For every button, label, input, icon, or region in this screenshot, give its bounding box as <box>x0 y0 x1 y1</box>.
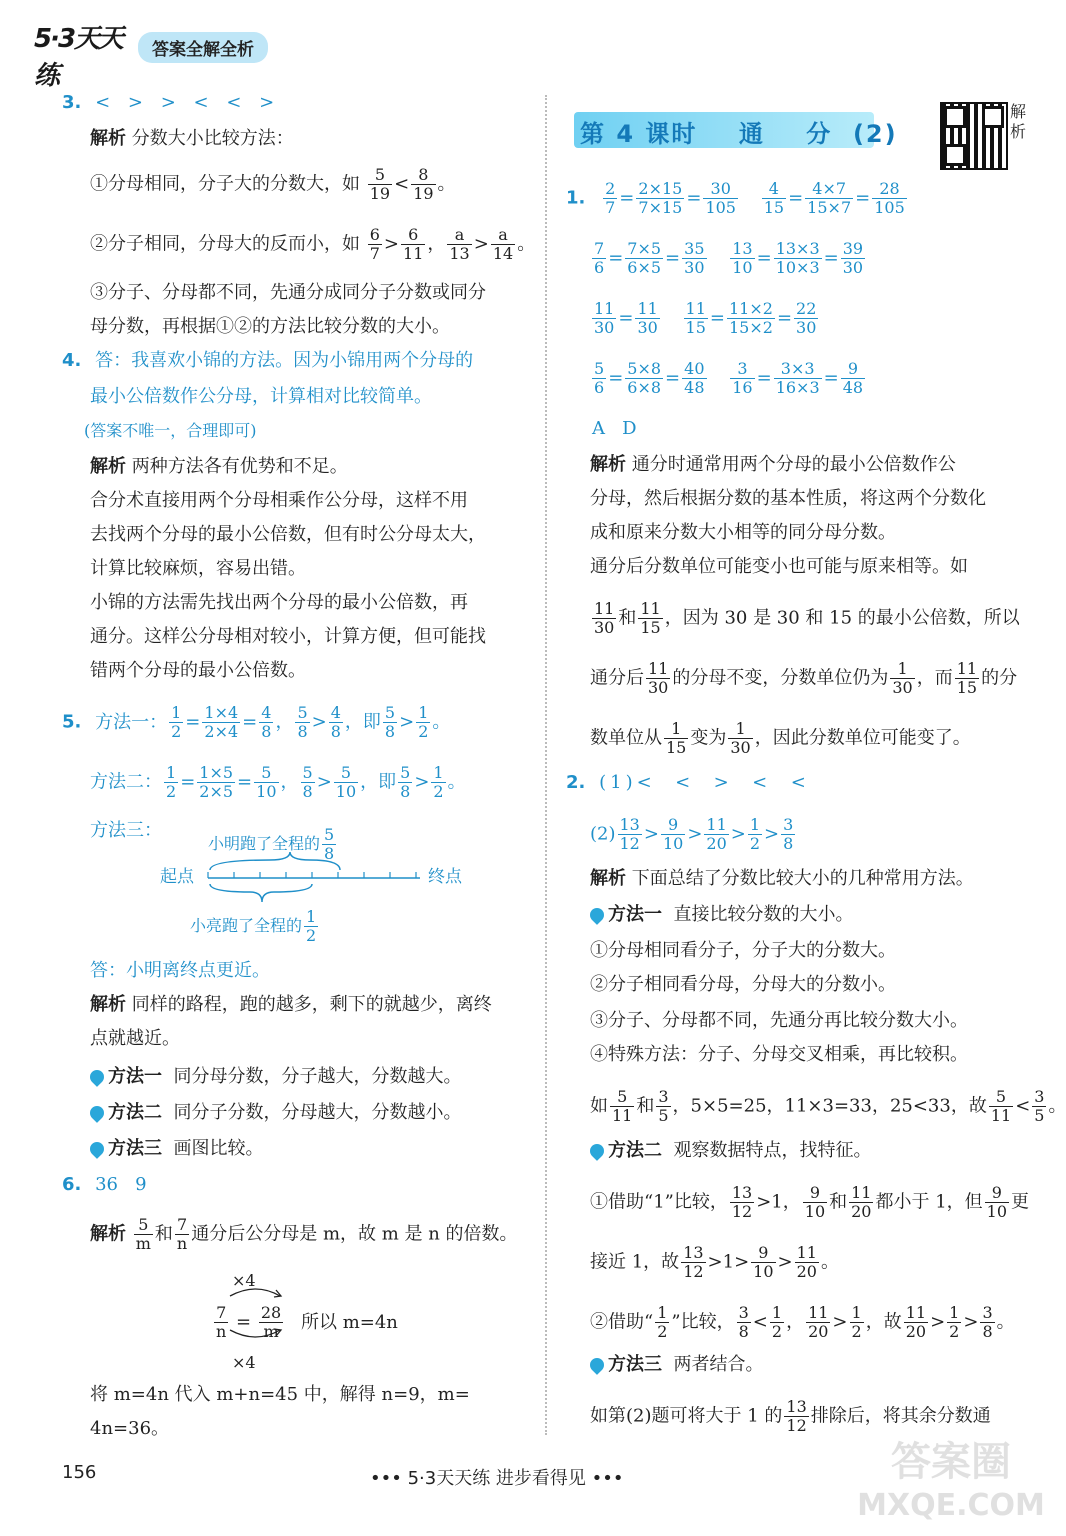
q2-m1c: ③分子、分母都不同，先通分再比较分数大小。 <box>590 1010 968 1031</box>
q2-method2: 方法二 观察数据特点，找特征。 <box>590 1136 871 1166</box>
q2-m1a: ①分母相同看分子，分子大的分数大。 <box>590 940 896 961</box>
page-header <box>34 18 294 91</box>
q3-rule3a: ③分子、分母都不同，先通分成同分子分数或同分 <box>90 282 486 303</box>
diagram-end: 终点 <box>428 867 462 887</box>
q4-answer: 4. 答：我喜欢小锦的方法。因为小锦用两个分母的 <box>62 350 474 371</box>
q5-method2: 方法二： $\frac{1}{2}$ = $\frac{1\times 5}{2\times 5}$ = $\frac{5}{10}$ ， $\frac{5}{8}$ > $\frac{5}{10}$ ，即 $\frac{5}{8}$ > $\frac{1}{2}$ 。 <box>90 763 466 801</box>
q4-text-6: 错两个分母的最小公倍数。 <box>90 660 306 681</box>
q5-analysis-2: 点就越近。 <box>90 1028 180 1049</box>
qr-side-label: 解析 <box>1010 102 1027 141</box>
q4-text-2: 去找两个分母的最小公倍数，但有时公分母太大， <box>90 524 486 545</box>
watermark-line1: 答案圈 <box>891 1439 1011 1485</box>
q5-analysis: 解析 同样的路程，跑的越多，剩下的就越少，离终 <box>90 994 492 1015</box>
q1-choice: A D <box>592 418 637 439</box>
footer-tagline: ••• 5·3天天练 进步看得见 ••• <box>370 1468 624 1489</box>
diagram-start: 起点 <box>160 867 194 887</box>
column-divider <box>545 95 547 1435</box>
q1-analysis: 解析 通分时通常用两个分母的最小公倍数作公 <box>590 454 956 475</box>
q4-answer-2: 最小公倍数作公分母，计算相对比较简单。 <box>90 386 432 407</box>
q1-row2: $\frac{7}{6}$ = $\frac{7\times 5}{6\times 5}$ = $\frac{35}{30}$ $\frac{13}{10}$ = $\frac{13\times 3}{10\times 3}$ = $\frac{39}{30}$ <box>594 239 864 277</box>
q2-m2c: ②借助“ $\frac{1}{2}$ ”比较， $\frac{3}{8}$ < $\frac{1}{2}$ ， $\frac{11}{20}$ > $\frac{1}{2}$ ，故 $\frac{11}{20}$ > $\frac{1}{2}$ > $\frac{3}{8}$ 。 <box>590 1303 1015 1341</box>
track-diagram <box>200 850 430 910</box>
q2-analysis: 解析 下面总结了分数比较大小的几种常用方法。 <box>590 868 974 889</box>
q3-rule3b: 母分数，再根据①②的方法比较分数的大小。 <box>90 316 450 337</box>
times4-top: ×4 <box>232 1271 256 1290</box>
q3-answer: 3. < > > < < > <box>62 92 281 113</box>
q1-row1: 1. $\frac{2}{7}$ = $\frac{2\times 15}{7\times 15}$ = $\frac{30}{105}$ $\frac{4}{15}$ = $\frac{4\times 7}{15\times 7}$ = $\frac{28}{105}$ <box>566 179 905 217</box>
q5-method1: 5. 方法一： $\frac{1}{2}$ = $\frac{1\times 4}{2\times 4}$ = $\frac{4}{8}$ ， $\frac{5}{8}$ > $\frac{4}{8}$ ，即 $\frac{5}{8}$ > $\frac{1}{2}$ 。 <box>62 703 451 741</box>
tip-icon <box>87 1103 107 1123</box>
q5-answer: 答：小明离终点更近。 <box>90 960 270 981</box>
diagram-top-label: 小明跑了全程的 $\frac{5}{8}$ <box>208 825 335 863</box>
q6-text-1: 将 m=4n 代入 m+n=45 中，解得 n=9，m= <box>90 1384 470 1405</box>
q2-method3: 方法三 两者结合。 <box>590 1350 763 1380</box>
q2-m2b: 接近 1，故 $\frac{13}{12}$ >1> $\frac{9}{10}$ > $\frac{11}{20}$ 。 <box>590 1243 839 1281</box>
q2-m1d: ④特殊方法：分子、分母交叉相乘，再比较积。 <box>590 1044 968 1065</box>
tip-icon <box>587 1141 607 1161</box>
tip-icon <box>587 1355 607 1375</box>
q2-m3a: 如第(2)题可将大于 1 的 $\frac{13}{12}$ 排除后，将其余分数通 <box>590 1397 991 1435</box>
q4-text-1: 合分术直接用两个分母相乘作公分母，这样不用 <box>90 490 468 511</box>
logo: 5·3天天练 <box>34 24 123 91</box>
q5-tip2: 方法二 同分子分数，分母越大，分数越小。 <box>90 1098 461 1128</box>
q1-text-4: $\frac{11}{30}$ 和 $\frac{11}{15}$ ，因为 30 是 30 和 15 的最小公倍数，所以 <box>594 599 1020 637</box>
q6-analysis: 解析 $\frac{5}{m}$ 和 $\frac{7}{n}$ 通分后公分母是 m，故 m 是 n 的倍数。 <box>90 1215 518 1253</box>
q2-m1b: ②分子相同看分母，分母大的分数小。 <box>590 974 896 995</box>
q2-m1e: 如 $\frac{5}{11}$ 和 $\frac{3}{5}$ ，5×5=25，11×3=33，25<33，故 $\frac{5}{11}$ < $\frac{3}{5}$ 。 <box>590 1087 1066 1125</box>
q6-answer: 6. 36 9 <box>62 1174 147 1195</box>
q1-text-3: 通分后分数单位可能变小也可能与原来相等。如 <box>590 556 968 577</box>
q4-text-4: 小锦的方法需先找出两个分母的最小公倍数，再 <box>90 592 468 613</box>
q4-note: (答案不唯一，合理即可) <box>84 421 257 440</box>
q1-text-5: 通分后 $\frac{11}{30}$ 的分母不变，分数单位仍为 $\frac{1}{30}$ ，而 $\frac{11}{15}$ 的分 <box>590 659 1018 697</box>
q1-text-2: 成和原来分数大小相等的同分母分数。 <box>590 522 896 543</box>
q2-answer-1: 2. (1)< < > < < <box>566 772 810 793</box>
watermark <box>851 1440 1051 1530</box>
q2-answer-2: (2) $\frac{13}{12}$ > $\frac{9}{10}$ > $\frac{11}{20}$ > $\frac{1}{2}$ > $\frac{3}{8}$ <box>590 815 794 853</box>
watermark-line2: MXQE.COM <box>857 1488 1045 1523</box>
tip-icon <box>87 1139 107 1159</box>
q2-method1: 方法一 直接比较分数的大小。 <box>590 900 853 930</box>
q5-tip3: 方法三 画图比较。 <box>90 1134 263 1164</box>
q3-rule1: ①分母相同，分子大的分数大，如 $\frac{5}{19}$ < $\frac{8}{19}$ 。 <box>90 165 456 203</box>
times4-bottom: ×4 <box>232 1353 256 1372</box>
q1-text-1: 分母，然后根据分数的基本性质，将这两个分数化 <box>590 488 986 509</box>
q1-row3: $\frac{11}{30}$ = $\frac{11}{30}$ $\frac{11}{15}$ = $\frac{11\times 2}{15\times 2}$ = $\frac{22}{30}$ <box>594 299 817 337</box>
q2-m2a: ①借助“1”比较， $\frac{13}{12}$ >1， $\frac{9}{10}$ 和 $\frac{11}{20}$ 都小于 1，但 $\frac{9}{10}$ 更 <box>590 1183 1030 1221</box>
tip-icon <box>587 905 607 925</box>
q5-tip1: 方法一 同分母分数，分子越大，分数越大。 <box>90 1062 461 1092</box>
q6-text-2: 4n=36。 <box>90 1418 170 1439</box>
header-pill: 答案全解全析 <box>138 32 268 63</box>
q1-row4: $\frac{5}{6}$ = $\frac{5\times 8}{6\times 8}$ = $\frac{40}{48}$ $\frac{3}{16}$ = $\frac{3\times 3}{16\times 3}$ = $\frac{9}{48}$ <box>594 359 864 397</box>
q4-text-3: 计算比较麻烦，容易出错。 <box>90 558 306 579</box>
q1-text-6: 数单位从 $\frac{1}{15}$ 变为 $\frac{1}{30}$ ，因此分数单位可能变了。 <box>590 719 971 757</box>
q3-rule2: ②分子相同，分母大的反而小，如 $\frac{6}{7}$ > $\frac{6}{11}$ ， $\frac{a}{13}$ > $\frac{a}{14}$ 。 <box>90 225 536 263</box>
q6-equation: $\frac{7}{n}$ = $\frac{28}{m}$ 所以 m=4n <box>216 1303 398 1341</box>
lesson-title: 第 4 课时 通 分 (2) <box>580 120 898 148</box>
q5-method3-label: 方法三： <box>90 820 162 841</box>
qr-code-icon[interactable] <box>940 102 1008 170</box>
q3-analysis: 解析 分数大小比较方法： <box>90 128 294 149</box>
diagram-bottom-label: 小亮跑了全程的 $\frac{1}{2}$ <box>190 907 317 945</box>
page-number: 156 <box>62 1462 97 1483</box>
q4-text-5: 通分。这样公分母相对较小，计算方便，但可能找 <box>90 626 486 647</box>
q4-analysis: 解析 两种方法各有优势和不足。 <box>90 456 348 477</box>
tip-icon <box>87 1067 107 1087</box>
